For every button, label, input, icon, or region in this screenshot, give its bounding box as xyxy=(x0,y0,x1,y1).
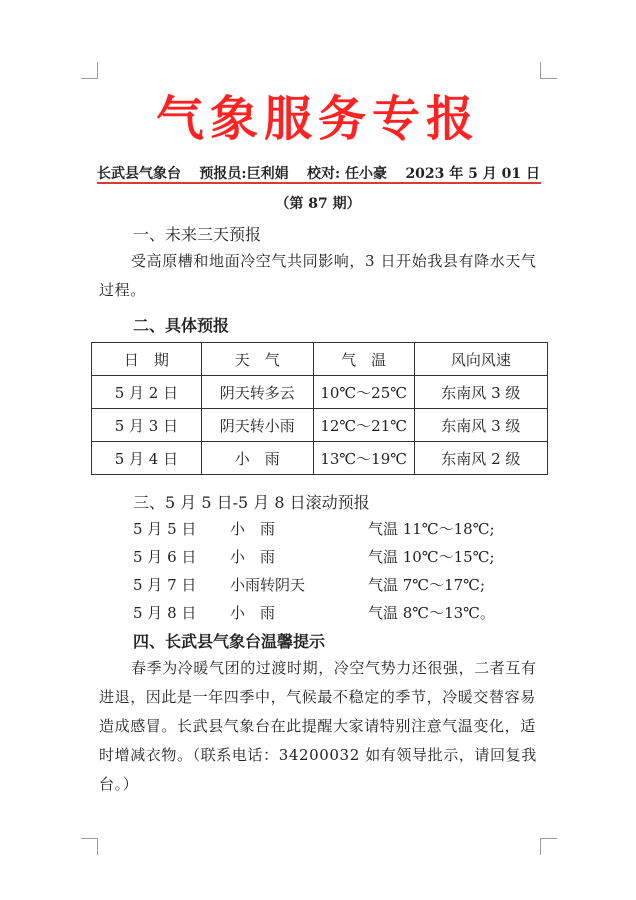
list-item xyxy=(133,574,533,602)
rolling-temp: 气温 10℃～15℃; xyxy=(368,548,495,566)
section-3-heading: 三、5 月 5 日-5 月 8 日滚动预报 xyxy=(133,493,370,512)
issue-date: 2023 年 5 月 01 日 xyxy=(405,166,540,182)
section-1-heading: 一、未来三天预报 xyxy=(133,225,262,244)
table-cell: 东南风 3 级 xyxy=(414,409,547,442)
header-divider xyxy=(97,182,541,184)
table-cell: 5 月 2 日 xyxy=(92,376,202,409)
proofreader: 校对: 任小豪 xyxy=(306,166,388,182)
crop-mark-bottom-right xyxy=(540,838,557,855)
issue-number: （第 87 期） xyxy=(275,196,361,212)
table-cell: 阴天转多云 xyxy=(201,376,313,409)
column-header: 气 温 xyxy=(313,343,414,376)
section-4-text: 春季为冷暖气团的过渡时期，冷空气势力还很强，二者互有进退，因此是一年四季中，气候最不稳定的季节，冷暖交替容易造成感冒。长武县气象台在此提醒大家请特别注意气温变化，适时增减衣物。（联系电话：34200032 如有领导批示，请回复我台。） xyxy=(99,659,537,793)
table-cell: 13℃～19℃ xyxy=(313,442,414,475)
table-row xyxy=(92,376,548,409)
rolling-date: 5 月 5 日 xyxy=(133,520,197,538)
document-title: 气象服务专报 xyxy=(155,91,480,147)
rolling-temp: 气温 8℃～13℃。 xyxy=(368,604,495,622)
rolling-date: 5 月 7 日 xyxy=(133,576,197,594)
forecast-table xyxy=(91,342,548,475)
rolling-weather: 小 雨 xyxy=(230,520,276,538)
header-info xyxy=(97,163,540,183)
rolling-weather: 小 雨 xyxy=(230,548,276,566)
crop-mark-top-left xyxy=(81,62,98,79)
section-1-text: 受高原槽和地面冷空气共同影响，3 日开始我县有降水天气过程。 xyxy=(99,252,537,299)
table-cell: 10℃～25℃ xyxy=(313,376,414,409)
table-cell: 5 月 4 日 xyxy=(92,442,202,475)
table-header-row xyxy=(92,343,548,376)
table-cell: 东南风 2 级 xyxy=(414,442,547,475)
rolling-temp: 气温 11℃～18℃; xyxy=(368,520,495,538)
crop-mark-top-right xyxy=(540,62,557,79)
column-header: 风向风速 xyxy=(414,343,547,376)
column-header: 天 气 xyxy=(201,343,313,376)
rolling-date: 5 月 8 日 xyxy=(133,604,197,622)
forecaster: 预报员:巨利娟 xyxy=(199,166,289,182)
table-cell: 小 雨 xyxy=(201,442,313,475)
rolling-temp: 气温 7℃～17℃; xyxy=(368,576,486,594)
column-header: 日 期 xyxy=(92,343,202,376)
section-4-heading: 四、长武县气象台温馨提示 xyxy=(133,632,326,651)
table-cell: 东南风 3 级 xyxy=(414,376,547,409)
list-item xyxy=(133,602,533,630)
table-cell: 阴天转小雨 xyxy=(201,409,313,442)
rolling-weather: 小 雨 xyxy=(230,604,276,622)
station-name: 长武县气象台 xyxy=(97,166,181,182)
list-item xyxy=(133,546,533,574)
table-row xyxy=(92,409,548,442)
rolling-weather: 小雨转阴天 xyxy=(230,576,306,594)
table-row xyxy=(92,442,548,475)
section-2-heading: 二、具体预报 xyxy=(133,316,230,335)
table-cell: 12℃～21℃ xyxy=(313,409,414,442)
crop-mark-bottom-left xyxy=(81,838,98,855)
list-item xyxy=(133,518,533,546)
rolling-date: 5 月 6 日 xyxy=(133,548,197,566)
table-cell: 5 月 3 日 xyxy=(92,409,202,442)
